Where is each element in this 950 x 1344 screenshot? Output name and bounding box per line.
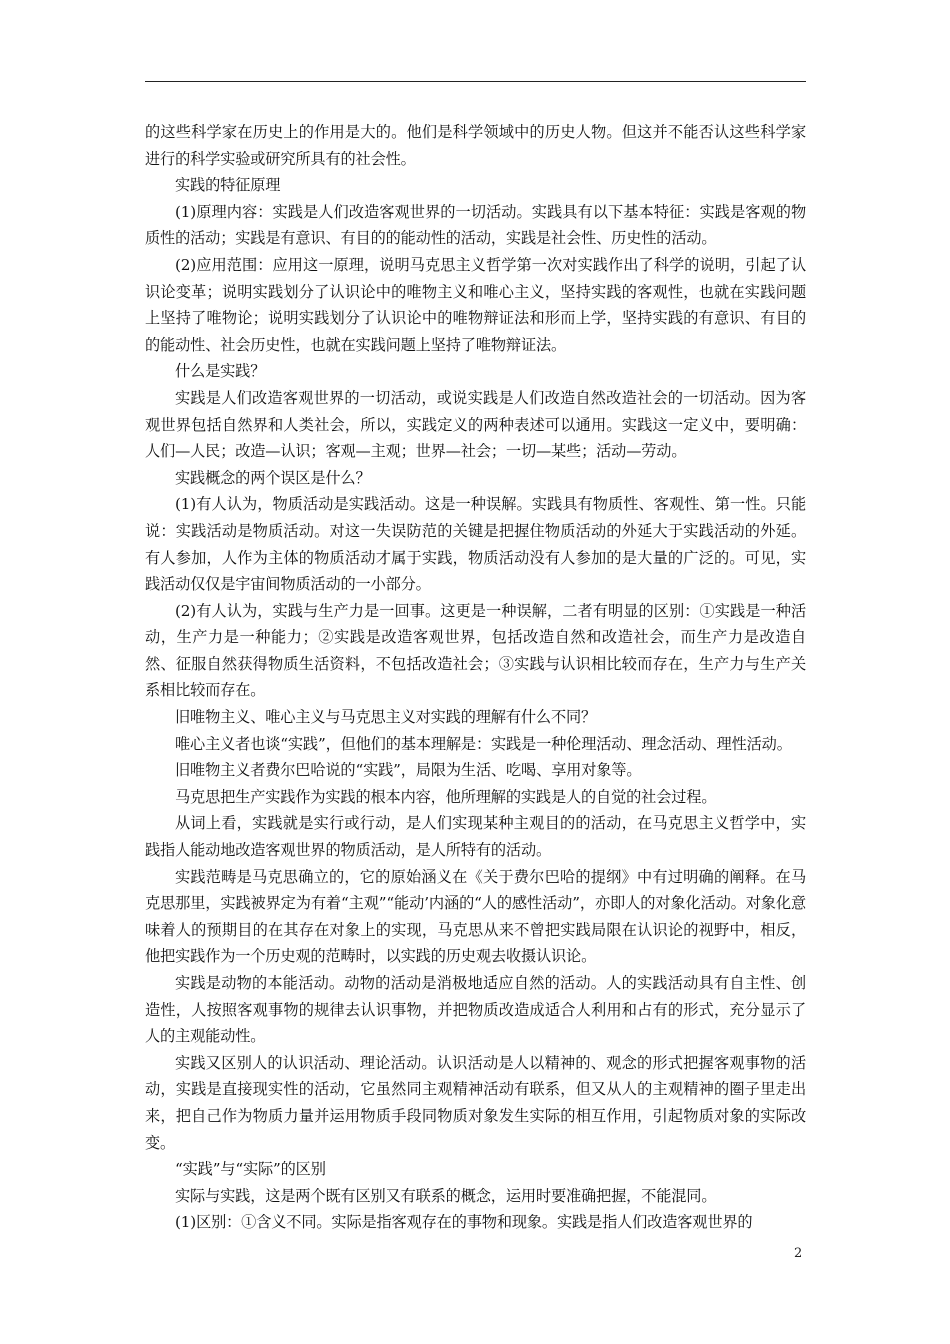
paragraph-principle-content: (1)原理内容：实践是人们改造客观世界的一切活动。实践具有以下基本特征：实践是客观的物质性的活动；实践是有意识、有目的的能动性的活动，实践是社会性、历史性的活动。 <box>145 202 806 248</box>
paragraph-application-scope: (2)应用范围：应用这一原理，说明马克思主义哲学第一次对实践作出了科学的说明，引起了认识论变革；说明实践划分了认识论中的唯物主义和唯心主义，坚持实践的客观性，也就在实践问题上坚持了唯物论；说明实践划分了认识论中的唯物辩证法和形而上学，坚持实践的有意识、有目的的能动性、社会历史性，也就在实践问题上坚持了唯物辩证法。 <box>145 255 806 354</box>
page-number: 2 <box>794 1246 803 1261</box>
paragraph-misconception-1: (1)有人认为，物质活动是实践活动。这是一种误解。实践具有物质性、客观性、第一性。只能说：实践活动是物质活动。对这一失误防范的关键是把握住物质活动的外延大于实践活动的外延。有人参加，人作为主体的物质活动才属于实践，物质活动没有人参加的是大量的广泛的。可见，实践活动仅仅是宇宙间物质活动的一小部分。 <box>145 495 806 594</box>
body-text <box>145 119 806 1236</box>
paragraph-idealism: 唯心主义者也谈“实践”，但他们的基本理解是：实践是一种伦理活动、理念活动、理性活动。 <box>175 734 792 753</box>
section-heading-understanding-differences: 旧唯物主义、唯心主义与马克思主义对实践的理解有什么不同？ <box>175 708 597 727</box>
paragraph-animal-activity: 实践是动物的本能活动。动物的活动是消极地适应自然的活动。人的实践活动具有自主性、创造性，人按照客观事物的规律去认识事物，并把物质改造成适合人利用和占有的形式，充分显示了人的主观能动性。 <box>145 974 806 1046</box>
paragraph-practice-definition: 实践是人们改造客观世界的一切活动，或说实践是人们改造自然改造社会的一切活动。因为客观世界包括自然界和人类社会，所以，实践定义的两种表述可以通用。实践这一定义中，要明确：人们—人民；改造—认识；客观—主观；世界—社会；一切—某些；活动—劳动。 <box>145 388 806 461</box>
paragraph-marx-view: 马克思把生产实践作为实践的根本内容，他所理解的实践是人的自觉的社会过程。 <box>175 787 717 806</box>
section-heading-practice-vs-reality: “实践”与“实际”的区别 <box>175 1160 326 1179</box>
paragraph-reality-and-practice: 实际与实践，这是两个既有区别又有联系的概念，运用时要准确把握，不能混同。 <box>175 1186 717 1205</box>
section-heading-misconceptions: 实践概念的两个误区是什么？ <box>175 468 371 487</box>
paragraph-continuation: 的这些科学家在历史上的作用是大的。他们是科学领域中的历史人物。但这并不能否认这些科学家进行的科学实验或研究所具有的社会性。 <box>145 123 806 168</box>
paragraph-word-meaning: 从词上看，实践就是实行或行动，是人们实现某种主观目的的活动，在马克思主义哲学中，实践指人能动地改造客观世界的物质活动，是人所特有的活动。 <box>145 814 806 860</box>
paragraph-difference-1: (1)区别：①含义不同。实际是指客观存在的事物和现象。实践是指人们改造客观世界的 <box>175 1213 753 1232</box>
section-heading-practice-features: 实践的特征原理 <box>175 176 281 195</box>
section-heading-what-is-practice: 什么是实践？ <box>175 362 266 381</box>
paragraph-practice-category: 实践范畴是马克思确立的，它的原始涵义在《关于费尔巴哈的提纲》中有过明确的阐释。在马克思那里，实践被界定为有着“主观”“能动’内涵的“人的感性活动”，亦即人的对象化活动。对象化意味着人的预期目的在其存在对象上的实现，马克思从来不曾把实践局限在认识论的视野中，相反，他把实践作为一个历史观的范畴时，以实践的历史观去收摄认识论。 <box>145 867 806 966</box>
header-rule <box>145 81 806 82</box>
paragraph-cognitive-activity: 实践又区别人的认识活动、理论活动。认识活动是人以精神的、观念的形式把握客观事物的活动，实践是直接现实性的活动，它虽然同主观精神活动有联系，但又从人的主观精神的圈子里走出来，把自己作为物质力量并运用物质手段同物质对象发生实际的相互作用，引起物质对象的实际改变。 <box>145 1053 806 1152</box>
paragraph-misconception-2: (2)有人认为，实践与生产力是一回事。这更是一种误解，二者有明显的区别：①实践是一种活动，生产力是一种能力；②实践是改造客观世界，包括改造自然和改造社会，而生产力是改造自然、征服自然获得物质生活资料，不包括改造社会；③实践与认识相比较而存在，生产力与生产关系相比较而存在。 <box>145 601 806 700</box>
paragraph-old-materialism: 旧唯物主义者费尔巴哈说的“实践”，局限为生活、吃喝、享用对象等。 <box>175 761 642 780</box>
